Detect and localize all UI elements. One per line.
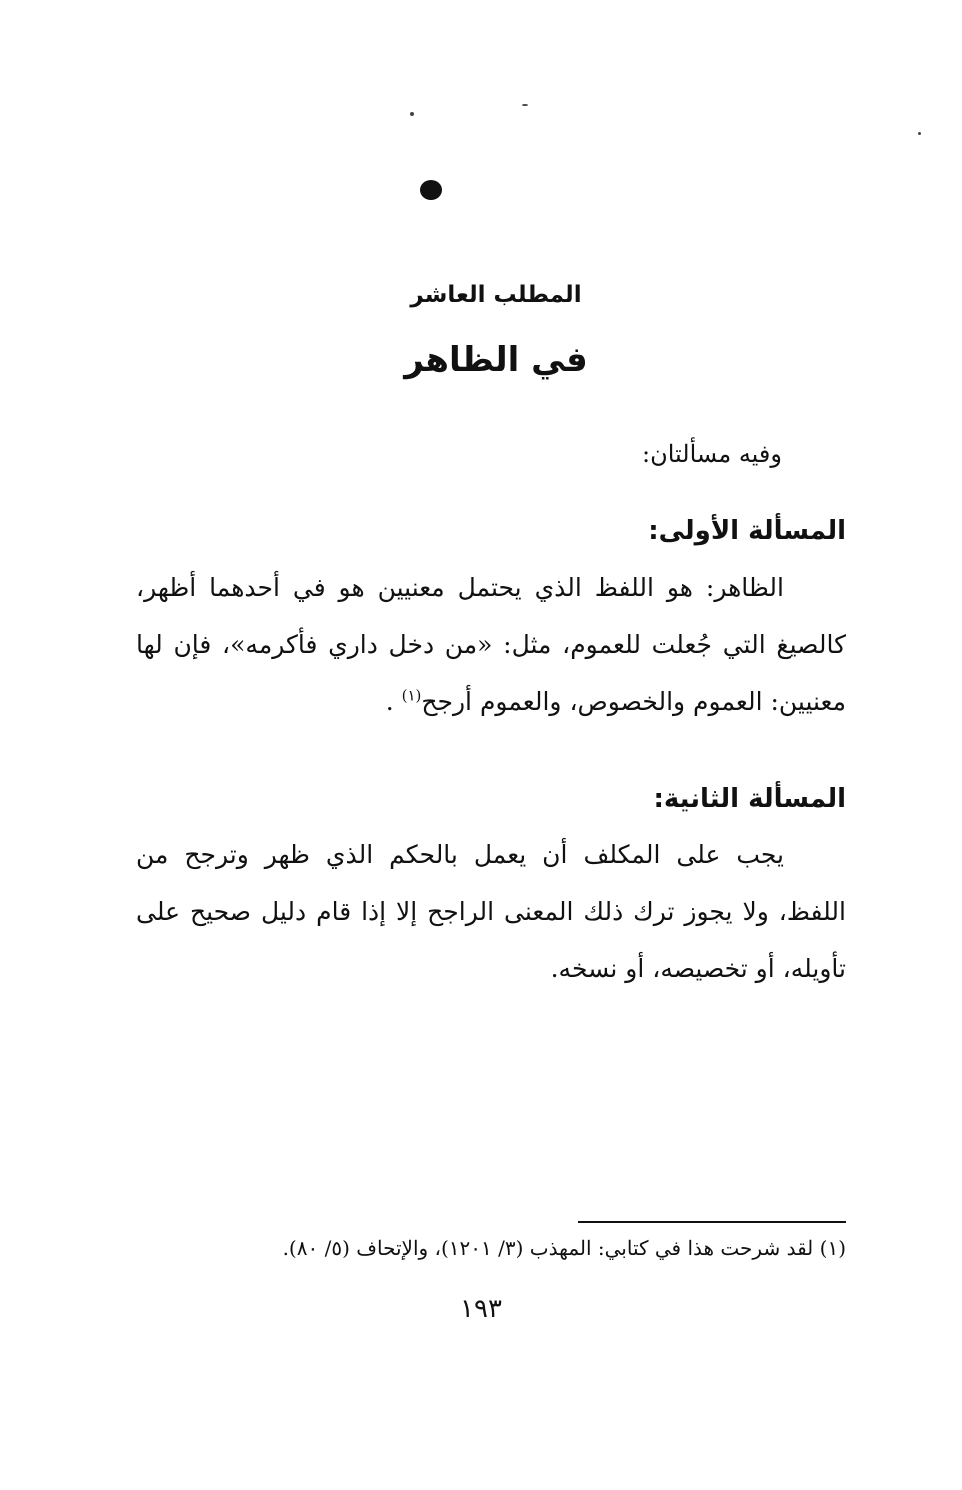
scan-speck (410, 112, 414, 116)
issue-one-body: الظاهر: هو اللفظ الذي يحتمل معنيين هو في أحدهما أظهر، كالصيغ التي جُعلت للعموم، مثل: «من دخل داري فأكرمه»، فإن لها معنيين: العموم والخصوص، والعموم أرجح (136, 573, 846, 716)
issue-one-heading: المسألة الأولى: (648, 516, 846, 546)
intro-text: وفيه مسألتان: (642, 440, 782, 468)
section-label: المطلب العاشر (410, 282, 582, 308)
footnote-reference[interactable]: (١) (401, 686, 422, 705)
section-title: في الظاهر (404, 340, 588, 380)
issue-one-paragraph (136, 559, 846, 730)
issue-one-end: . (385, 687, 394, 716)
scan-speck (918, 132, 921, 135)
footnote-text: (١) لقد شرحت هذا في كتابي: المهذب (٣/ ١٢٠١)، والإتحاف (٥/ ٨٠). (282, 1236, 846, 1260)
bullet-mark (420, 180, 442, 200)
issue-two-heading: المسألة الثانية: (653, 784, 846, 814)
page-number: ١٩٣ (460, 1294, 502, 1324)
footnote-divider (578, 1221, 846, 1223)
issue-two-paragraph: يجب على المكلف أن يعمل بالحكم الذي ظهر وترجح من اللفظ، ولا يجوز ترك ذلك المعنى الراجح إلا إذا قام دليل صحيح على تأويله، أو تخصيصه، أو نسخه. (136, 840, 846, 983)
scan-speck (522, 104, 528, 106)
